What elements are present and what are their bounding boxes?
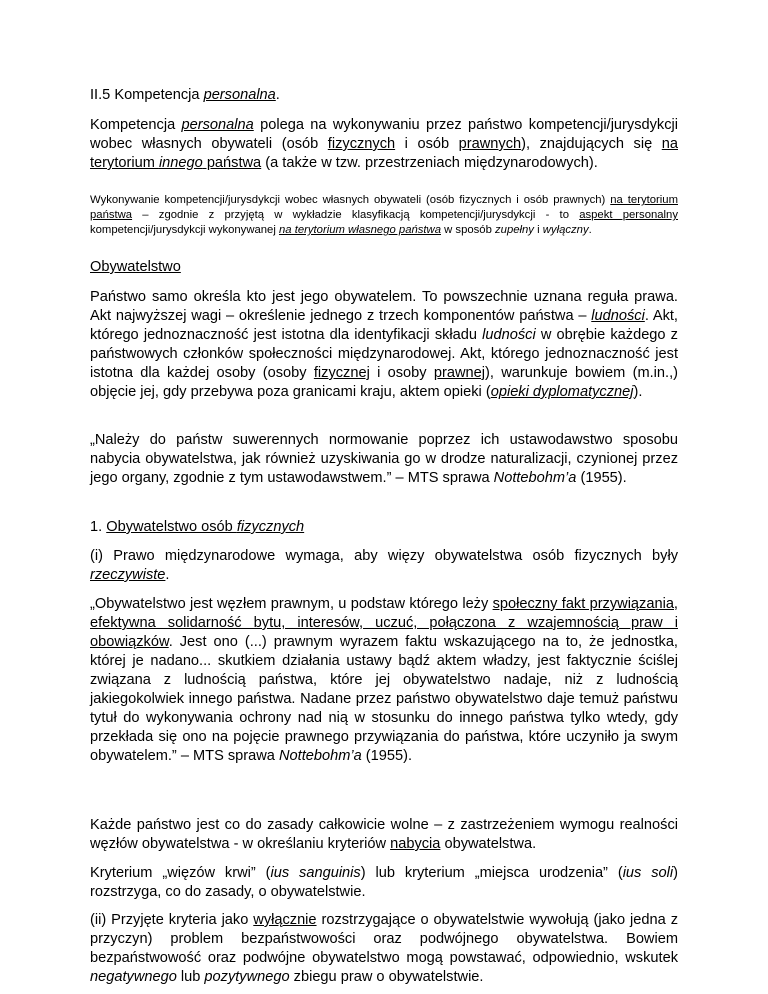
heading-citizenship: Obywatelstwo	[90, 259, 181, 275]
intro-paragraph: Kompetencja personalna polega na wykonywaniu przez państwo kompetencji/jurysdykcji wobec własnych obywateli (osób fizycznych i osób prawnych), znajdujących się na terytorium innego państwa (a także w tzw. przestrzeniach międzynarodowych).	[90, 117, 678, 171]
paragraph-freedom: Każde państwo jest co do zasady całkowicie wolne – z zastrzeżeniem wymogu realności węzłów obywatelstwa - w określaniu kryteriów nabycia obywatelstwa.	[90, 817, 678, 852]
paragraph-ii: (ii) Przyjęte kryteria jako wyłącznie rozstrzygające o obywatelstwie wywołują (jako jedna z przyczyn) problem bezpaństwowości oraz podwójnego obywatelstwa. Bowiem bezpaństwowość oraz podwójne obywatelstwo mogą powstawać, odpowiednio, wskutek negatywnego lub pozytywnego zbiegu praw o obywatelstwie.	[90, 912, 678, 985]
note-paragraph: Wykonywanie kompetencji/jurysdykcji wobec własnych obywateli (osób fizycznych i osób prawnych) na terytorium państwa – zgodnie z przyjętą w wykładzie klasyfikacją kompetencji/jurysdykcji - to aspekt personalny kompetencji/jurysdykcji wykonywanej na terytorium własnego państwa w sposób zupełny i wyłączny.	[90, 194, 678, 236]
quote-nottebohm-2: „Obywatelstwo jest węzłem prawnym, u podstaw którego leży społeczny fakt przywiązania, efektywna solidarność bytu, interesów, uczuć, połączona z wzajemnością praw i obowiązków. Jest ono (...) prawnym wyrazem faktu wskazującego na to, że jednostka, której je nadano... skutkiem działania ustawy bądź aktem władzy, jest faktycznie ściślej związana z ludnością państwa, które jej obywatelstwo nadaje, niż z ludnością jakiegokolwiek innego państwa. Nadane przez państwo obywatelstwo daje temuż państwu tytuł do wykonywania ochrony nad nią w stosunku do innego państwa tylko wtedy, gdy przekłada się ono na pojęcie prawnego przywiązania do państwa, które uczyniło ja swym obywatelem.” – MTS sprawa Nottebohm’a (1955).	[90, 596, 678, 764]
heading-natural-persons: 1. Obywatelstwo osób fizycznych	[90, 519, 305, 535]
paragraph-i: (i) Prawo międzynarodowe wymaga, aby więzy obywatelstwa osób fizycznych były rzeczywiste.	[90, 548, 678, 583]
quote-nottebohm-1: „Należy do państw suwerennych normowanie poprzez ich ustawodawstwo sposobu nabycia obywatelstwa, jak również uzyskiwania go w drodze naturalizacji, czynionej przez jego organy, zgodnie z tym ustawodawstwem.” – MTS sprawa Nottebohm’a (1955).	[90, 432, 678, 486]
citizenship-paragraph: Państwo samo określa kto jest jego obywatelem. To powszechnie uznana reguła prawa. Akt najwyższej wagi – określenie jednego z trzech komponentów państwa – ludności. Akt, którego jednoznaczność jest istotna dla identyfikacji składu ludności w obrębie każdego z państwowych członków społeczności międzynarodowej. Akt, którego jednoznaczność jest istotna dla każdej osoby (osoby fizycznej i osoby prawnej), warunkuje bowiem (m.in.,) objęcie jej, gdy przebywa poza granicami kraju, aktem opieki (opieki dyplomatycznej).	[90, 289, 678, 400]
paragraph-criteria: Kryterium „więzów krwi” (ius sanguinis) lub kryterium „miejsca urodzenia” (ius soli) rozstrzyga, co do zasady, o obywatelstwie.	[90, 865, 679, 900]
section-title: II.5 Kompetencja personalna.	[90, 87, 280, 103]
